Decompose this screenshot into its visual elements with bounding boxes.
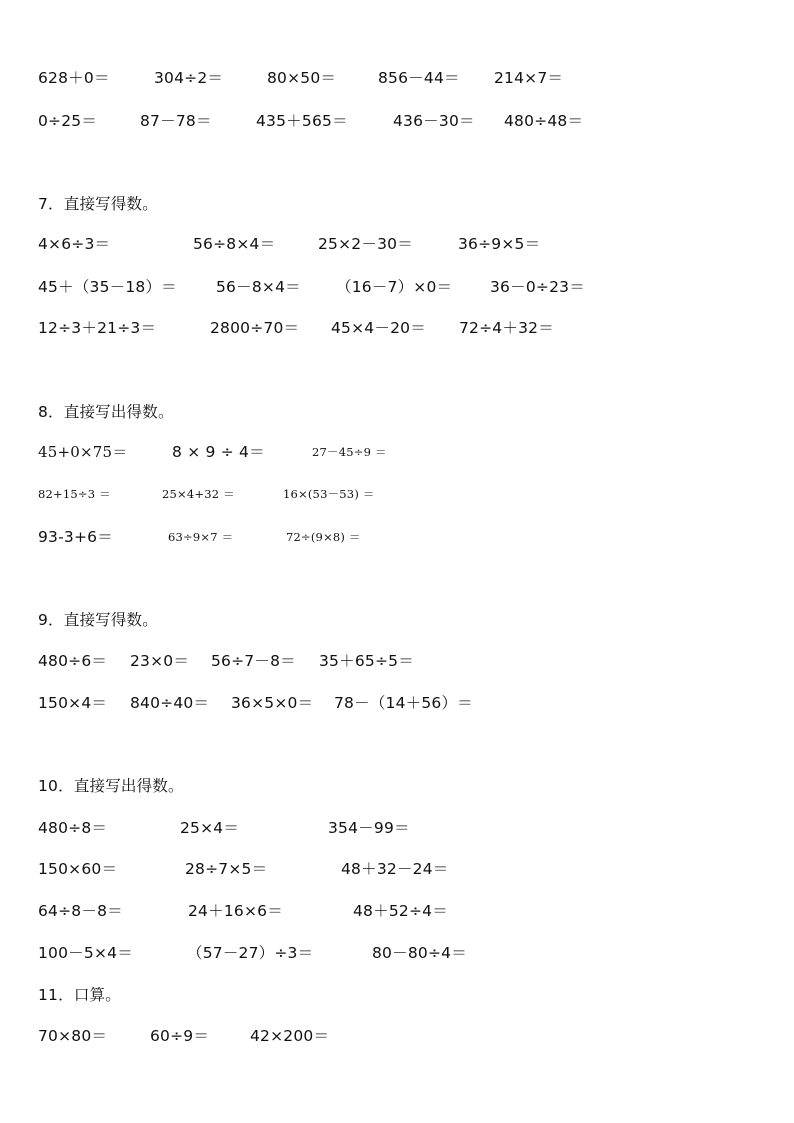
problem: 12÷3＋21÷3＝ xyxy=(38,319,157,337)
problem: 60÷9＝ xyxy=(150,1027,210,1045)
problem: 56÷7－8＝ xyxy=(211,652,296,670)
problem: 70×80＝ xyxy=(38,1027,108,1045)
problem: 48＋52÷4＝ xyxy=(353,902,448,920)
problem: 80×50＝ xyxy=(267,69,337,87)
problem: 25×4+32 ＝ xyxy=(162,487,235,501)
problem: 48＋32－24＝ xyxy=(341,860,449,878)
problem: 214×7＝ xyxy=(494,69,564,87)
problem: 56÷8×4＝ xyxy=(193,235,276,253)
problem: 42×200＝ xyxy=(250,1027,330,1045)
problem: 45×4－20＝ xyxy=(331,319,426,337)
problem: （16－7）×0＝ xyxy=(336,278,453,296)
problem: 628＋0＝ xyxy=(38,69,110,87)
problem: 23×0＝ xyxy=(130,652,190,670)
problem: 354－99＝ xyxy=(328,819,410,837)
problem: 8 × 9 ÷ 4＝ xyxy=(172,443,265,461)
problem: 0÷25＝ xyxy=(38,112,98,130)
problem: 45＋（35－18）＝ xyxy=(38,278,177,296)
problem: 36×5×0＝ xyxy=(231,694,314,712)
problem: 150×60＝ xyxy=(38,860,118,878)
problem: 840÷40＝ xyxy=(130,694,210,712)
problem: 72÷(9×8) ＝ xyxy=(286,530,361,544)
problem: 25×2－30＝ xyxy=(318,235,413,253)
problem: 36－0÷23＝ xyxy=(490,278,585,296)
question-heading: 10．直接写出得数。 xyxy=(38,777,184,795)
problem: 78－（14＋56）＝ xyxy=(334,694,473,712)
problem: 856－44＝ xyxy=(378,69,460,87)
problem: 25×4＝ xyxy=(180,819,240,837)
problem: 150×4＝ xyxy=(38,694,108,712)
problem: 36÷9×5＝ xyxy=(458,235,541,253)
problem: 87－78＝ xyxy=(140,112,212,130)
problem: 435＋565＝ xyxy=(256,112,348,130)
problem: 436－30＝ xyxy=(393,112,475,130)
problem: 16×(53－53) ＝ xyxy=(283,487,375,501)
problem: 35＋65÷5＝ xyxy=(319,652,414,670)
problem: 82+15÷3 ＝ xyxy=(38,487,111,501)
problem: 80－80÷4＝ xyxy=(372,944,467,962)
question-heading: 7．直接写得数。 xyxy=(38,195,158,213)
problem: 27－45÷9 ＝ xyxy=(312,445,387,459)
problem: 72÷4＋32＝ xyxy=(459,319,554,337)
problem: 4×6÷3＝ xyxy=(38,235,111,253)
problem: 100－5×4＝ xyxy=(38,944,133,962)
problem: 480÷8＝ xyxy=(38,819,108,837)
problem: 480÷48＝ xyxy=(504,112,584,130)
problem: （57－27）÷3＝ xyxy=(187,944,314,962)
question-heading: 11．口算。 xyxy=(38,986,121,1004)
problem: 304÷2＝ xyxy=(154,69,224,87)
problem: 28÷7×5＝ xyxy=(185,860,268,878)
problem: 480÷6＝ xyxy=(38,652,108,670)
question-heading: 9．直接写得数。 xyxy=(38,611,158,629)
problem: 63÷9×7 ＝ xyxy=(168,530,234,544)
question-heading: 8．直接写出得数。 xyxy=(38,403,174,421)
problem: 56－8×4＝ xyxy=(216,278,301,296)
problem: 64÷8－8＝ xyxy=(38,902,123,920)
problem: 93-3+6＝ xyxy=(38,528,113,546)
problem: 2800÷70＝ xyxy=(210,319,300,337)
problem: 45+0×75＝ xyxy=(38,443,128,461)
problem: 24＋16×6＝ xyxy=(188,902,283,920)
